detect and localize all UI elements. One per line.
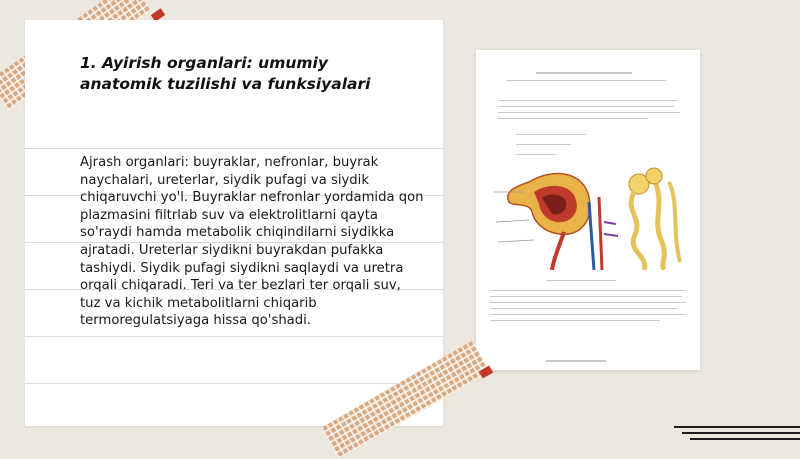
- doc-text-line: [536, 72, 632, 74]
- doc-text-line: [490, 320, 660, 321]
- doc-text-line: [498, 106, 674, 107]
- note-card: [25, 20, 443, 426]
- card-rule: [25, 148, 443, 149]
- kidney-anatomy-illustration: [484, 162, 690, 270]
- doc-text-line: [490, 296, 682, 297]
- slide-body-text: Ajrash organlari: buyraklar, nefronlar, buyrak naychalari, ureterlar, siydik pufagi va siydik chiqaruvchi yo'l. Buyraklar nefronlar yordamida qon plazmasini filtrlab suv va elektrolitlarni qayta so'raydi hamda metabolik chiqindilarni siydikka ajratadi. Ureterlar siydikni buyrakdan pufakka tashiydi. Siydik pufagi siydikni saqlaydi va uretra orqali chiqaradi. Teri va ter bezlari ter orqali suv, tuz va kichik metabolitlarni chiqarib termoregulatsiyaga hissa qo'shadi.: [80, 155, 424, 329]
- deco-line: [682, 432, 800, 434]
- doc-text-line: [506, 80, 666, 81]
- doc-text-line: [546, 360, 606, 362]
- doc-text-line: [490, 314, 686, 315]
- doc-text-line: [516, 134, 586, 135]
- doc-text-line: [490, 308, 678, 309]
- doc-text-line: [490, 302, 686, 303]
- deco-line: [674, 426, 800, 428]
- doc-text-line: [498, 112, 680, 113]
- doc-text-line: [546, 280, 616, 281]
- deco-line: [690, 438, 800, 440]
- decorative-lines: [670, 420, 800, 450]
- doc-text-line: [498, 118, 648, 119]
- card-rule: [25, 383, 443, 384]
- doc-text-line: [516, 144, 571, 145]
- doc-text-line: [516, 154, 556, 155]
- slide-title: 1. Ayirish organlari: umumiy anatomik tuzilishi va funksiyalari: [80, 54, 371, 93]
- doc-text-line: [498, 100, 678, 101]
- card-rule: [25, 336, 443, 337]
- doc-text-line: [490, 290, 686, 291]
- document-page-thumbnail: [476, 50, 700, 370]
